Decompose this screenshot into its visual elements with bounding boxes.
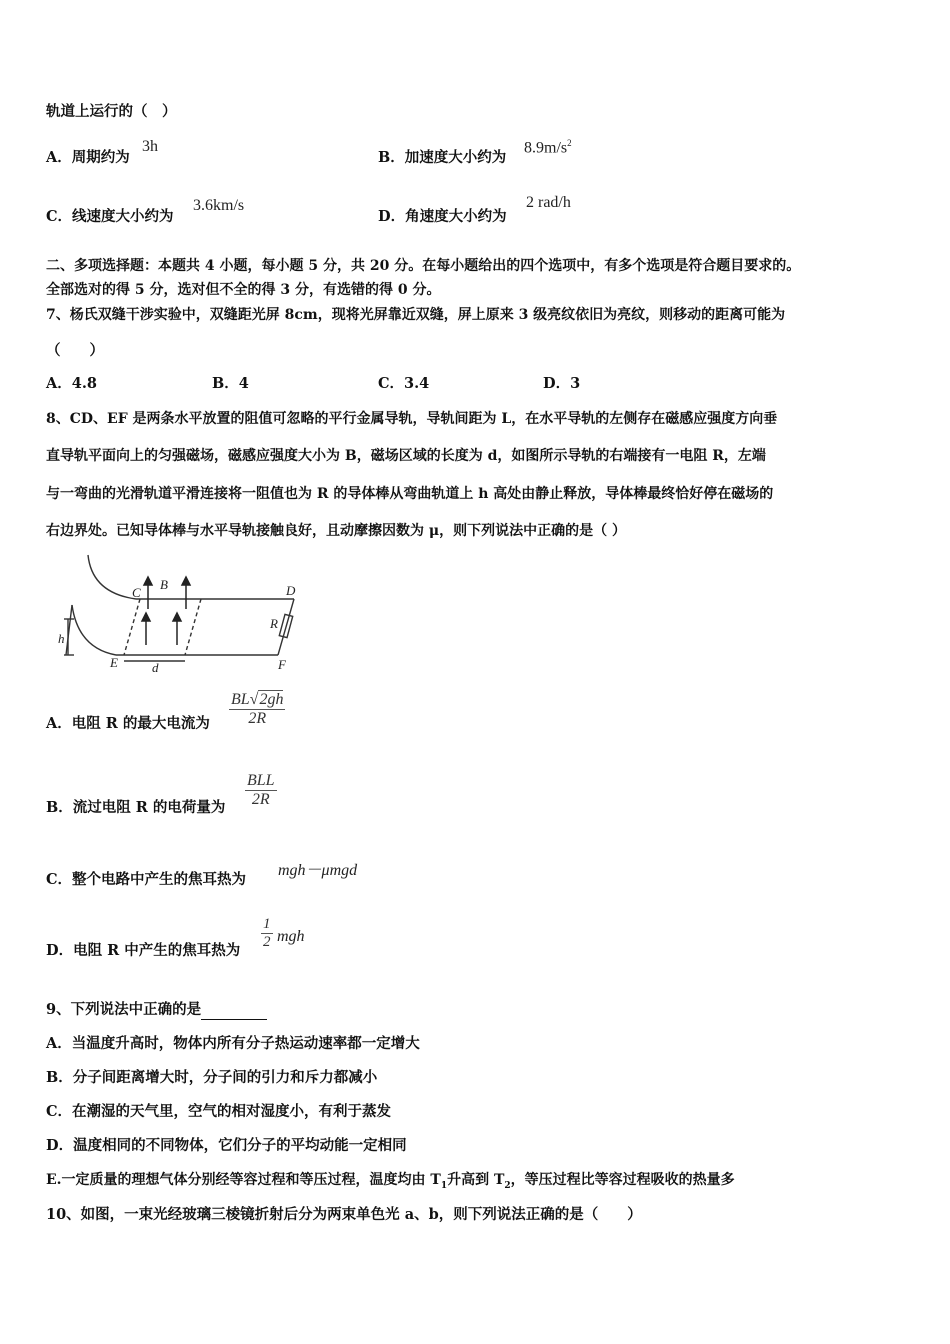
label-b: B [160, 577, 168, 592]
left-edge-line [66, 605, 72, 655]
field-boundary-left [124, 599, 140, 655]
q10-stem: 10、如图，一束光经玻璃三棱镜折射后分为两束单色光 a、b，则下列说法正确的是（ ） [46, 1206, 642, 1223]
q6-option-a-value: 3h [142, 138, 158, 155]
q6-option-c-label: C．线速度大小约为 [46, 208, 174, 225]
q7-option-b: B．4 [212, 375, 249, 392]
q7-option-a: A．4.8 [46, 375, 97, 392]
label-r: R [270, 616, 278, 631]
q6-option-b-label: B．加速度大小约为 [378, 149, 507, 166]
q6-option-b-value: $8.9m/s^2$ [524, 138, 572, 157]
q9-option-a: A．当温度升高时，物体内所有分子热运动速率都一定增大 [46, 1035, 420, 1052]
q8-option-a-label: A．电阻 R 的最大电流为 [46, 715, 210, 732]
q8-stem-line4: 右边界处。已知导体棒与水平导轨接触良好，且动摩擦因数为 μ，则下列说法中正确的是（ ） [46, 523, 626, 539]
q8-option-b-label: B．流过电阻 R 的电荷量为 [46, 799, 226, 816]
q6-option-d-value: 2 rad/h [526, 194, 571, 211]
q9-answer-blank[interactable] [201, 1005, 267, 1020]
section2-instructions-line2: 全部选对的得 5 分，选对但不全的得 3 分，有选错的得 0 分。 [46, 282, 441, 298]
label-d-length: d [152, 660, 159, 673]
q6-option-a-label: A．周期约为 [46, 149, 130, 166]
field-arrowhead-4 [173, 613, 181, 621]
q8-stem-line1: 8、CD、EF 是两条水平放置的阻值可忽略的平行金属导轨，导轨间距为 L，在水平导轨的左侧存在磁感应强度方向垂 [46, 411, 778, 427]
curved-track-rail-inner [72, 605, 116, 655]
q8-circuit-figure [56, 553, 306, 673]
field-arrowhead-1 [144, 577, 152, 585]
q8-option-d-fraction: $\frac{1}{2}$ [263, 916, 271, 950]
q8-option-d-tail: mgh [277, 928, 305, 945]
q7-paren: （ ） [46, 342, 104, 359]
label-f: F [278, 657, 286, 672]
q6-option-d-label: D．角速度大小约为 [378, 208, 507, 225]
q9-option-d: D．温度相同的不同物体，它们分子的平均动能一定相同 [46, 1137, 407, 1154]
q8-option-c-value: mgh－μmgd [278, 862, 358, 879]
section2-instructions-line1: 二、多项选择题：本题共 4 小题，每小题 5 分，共 20 分。在每小题给出的四个选项中，有多个选项是符合题目要求的。 [46, 258, 801, 274]
curved-track-rail-outer [88, 555, 136, 599]
field-arrowhead-2 [182, 577, 190, 585]
q6-stem-tail: 轨道上运行的（ ） [46, 103, 177, 120]
q8-option-a-fraction: $\frac{BL√2gh}{2R}$ [231, 691, 284, 727]
label-e: E [110, 655, 118, 670]
q7-option-c: C．3.4 [378, 375, 430, 392]
q7-option-d: D．3 [543, 375, 581, 392]
q8-stem-line2: 直导轨平面向上的匀强磁场，磁感应强度大小为 B，磁场区域的长度为 d，如图所示导轨的右端接有一电阻 R，左端 [46, 448, 766, 464]
q9-option-c: C．在潮湿的天气里，空气的相对湿度小，有利于蒸发 [46, 1103, 392, 1120]
label-d: D [286, 583, 296, 598]
q9-stem: 9、下列说法中正确的是 [46, 1000, 267, 1020]
field-arrowhead-3 [142, 613, 150, 621]
q7-stem: 7、杨氏双缝干涉实验中，双缝距光屏 8cm，现将光屏靠近双缝，屏上原来 3 级亮纹依旧为亮纹，则移动的距离可能为 [46, 307, 786, 323]
label-c: C [132, 585, 141, 600]
label-h: h [58, 631, 65, 646]
q6-option-c-value: 3.6km/s [193, 197, 245, 214]
q9-option-b: B．分子间距离增大时，分子间的引力和斥力都减小 [46, 1069, 378, 1086]
q8-option-c-label: C．整个电路中产生的焦耳热为 [46, 871, 247, 888]
q9-option-e: E.一定质量的理想气体分别经等容过程和等压过程，温度均由 $T_1$升高到 $T_2$，等压过程比等容过程吸收的热量多 [46, 1172, 735, 1191]
right-end-wire [278, 599, 294, 655]
field-boundary-right [185, 599, 201, 655]
q8-option-d-label: D．电阻 R 中产生的焦耳热为 [46, 942, 241, 959]
q8-stem-line3: 与一弯曲的光滑轨道平滑连接将一阻值也为 R 的导体棒从弯曲轨道上 h 高处由静止释放，导体棒最终恰好停在磁场的 [46, 486, 774, 502]
q8-option-b-fraction: BLL 2R [247, 772, 275, 808]
